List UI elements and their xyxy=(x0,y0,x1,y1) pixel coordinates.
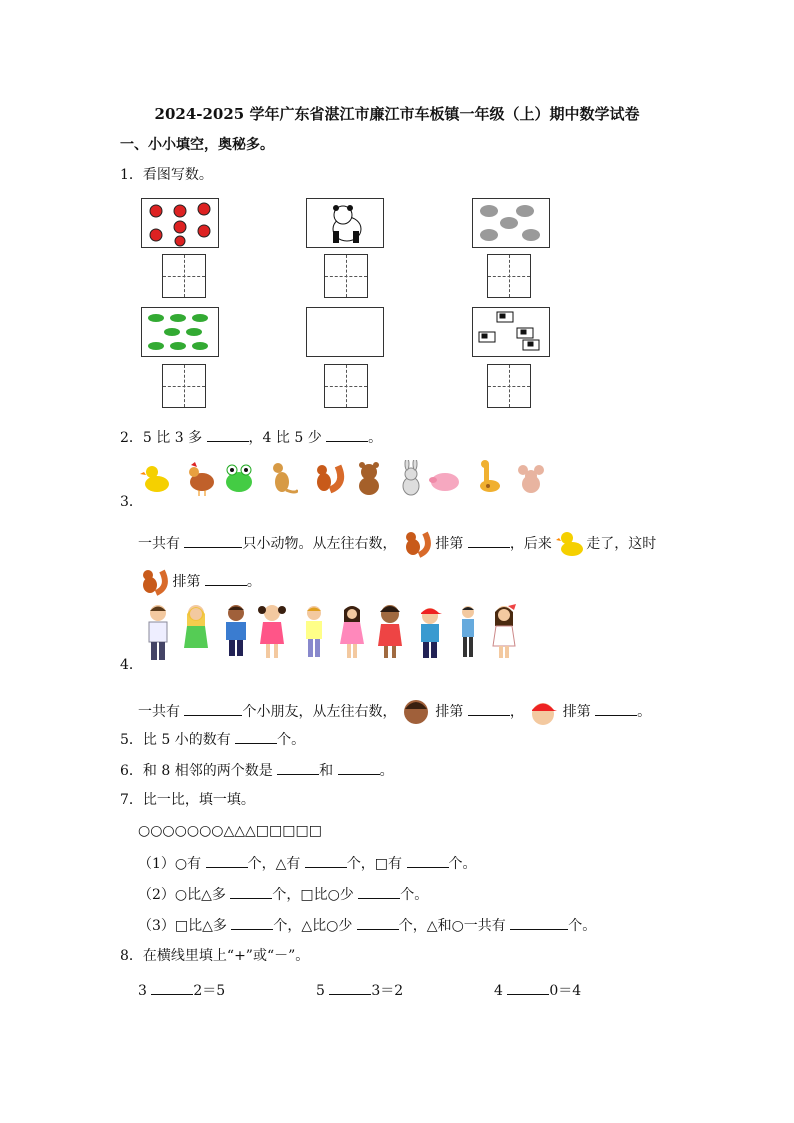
question-4-line: 一共有 个小朋友，从左往右数， 排第 ， 排第 。 xyxy=(138,696,651,728)
answer-blank[interactable] xyxy=(595,701,637,716)
answer-box[interactable] xyxy=(324,254,368,298)
question-3-number: 3． xyxy=(120,494,143,510)
boy-icon xyxy=(144,604,172,662)
cow-picture-box xyxy=(472,307,550,357)
section-heading: 一、小小填空，奥秘多。 xyxy=(120,137,274,153)
question-7-part-3: （3）□比△多 个，△比○少 个，△和○一共有 个。 xyxy=(138,915,596,935)
answer-blank[interactable] xyxy=(231,915,273,930)
rooster-icon xyxy=(184,460,218,496)
giraffe-icon xyxy=(472,460,506,496)
operator-blank[interactable] xyxy=(329,980,371,995)
answer-blank[interactable] xyxy=(206,853,248,868)
kangaroo-icon xyxy=(264,460,298,496)
cow-icon xyxy=(473,308,549,356)
squirrel-icon xyxy=(401,529,431,559)
panda-picture-box xyxy=(306,198,384,248)
girl-icon xyxy=(182,604,210,662)
empty-picture-box xyxy=(306,307,384,357)
answer-blank[interactable] xyxy=(468,533,510,548)
answer-blank[interactable] xyxy=(184,533,242,548)
boy-face-icon xyxy=(401,697,431,727)
ladybug-picture-box xyxy=(141,198,219,248)
answer-blank[interactable] xyxy=(510,915,568,930)
boy-with-cap-face-icon xyxy=(528,697,558,727)
answer-blank[interactable] xyxy=(357,915,399,930)
answer-box[interactable] xyxy=(162,364,206,408)
answer-blank[interactable] xyxy=(207,427,249,442)
frog-icon xyxy=(222,460,256,496)
answer-blank[interactable] xyxy=(358,884,400,899)
shape-sequence: ○○○○○○○△△△□□□□□ xyxy=(138,823,322,839)
answer-blank[interactable] xyxy=(184,701,242,716)
duck-icon xyxy=(556,529,586,559)
squirrel-icon xyxy=(312,460,346,496)
operator-blank[interactable] xyxy=(151,980,193,995)
panda-icon xyxy=(307,199,383,247)
question-8-label: 8．在横线里填上“+”或“－”。 xyxy=(120,948,310,964)
boy-icon xyxy=(222,604,250,662)
rabbit-icon xyxy=(394,460,428,496)
question-7-label: 7．比一比，填一填。 xyxy=(120,792,255,808)
question-5: 5．比 5 小的数有 个。 xyxy=(120,729,305,749)
equation-3: 4 0＝4 xyxy=(494,980,581,1000)
girl-icon xyxy=(338,604,366,662)
ladybug-icon xyxy=(142,199,218,247)
question-7-part-2: （2）○比△多 个，□比○少 个。 xyxy=(138,884,428,904)
bear-icon xyxy=(352,460,386,496)
pig-icon xyxy=(428,460,462,496)
answer-blank[interactable] xyxy=(326,427,368,442)
question-3-line-2: 排第 。 xyxy=(138,566,261,598)
girl-icon xyxy=(490,604,518,662)
answer-blank[interactable] xyxy=(277,760,319,775)
equation-1: 3 2＝5 xyxy=(138,980,225,1000)
question-7-part-1: （1）○有 个，△有 个，□有 个。 xyxy=(138,853,477,873)
answer-box[interactable] xyxy=(162,254,206,298)
question-3-line-1: 一共有 只小动物。从左往右数， 排第 ，后来 走了，这时 xyxy=(138,528,656,560)
boy-icon xyxy=(300,604,328,662)
answer-blank[interactable] xyxy=(235,729,277,744)
answer-box[interactable] xyxy=(487,254,531,298)
elephant-picture-box xyxy=(472,198,550,248)
question-2: 2．5 比 3 多 ，4 比 5 少 。 xyxy=(120,427,382,447)
answer-blank[interactable] xyxy=(407,853,449,868)
page-title: 2024-2025 学年广东省湛江市廉江市车板镇一年级（上）期中数学试卷 xyxy=(154,105,640,123)
operator-blank[interactable] xyxy=(507,980,549,995)
mouse-icon xyxy=(514,460,548,496)
answer-box[interactable] xyxy=(324,364,368,408)
equation-2: 5 3＝2 xyxy=(316,980,403,1000)
answer-box[interactable] xyxy=(487,364,531,408)
answer-blank[interactable] xyxy=(305,853,347,868)
girl-icon xyxy=(258,604,286,662)
answer-blank[interactable] xyxy=(468,701,510,716)
duck-icon xyxy=(140,460,174,496)
elephant-icon xyxy=(473,199,549,247)
question-6: 6．和 8 相邻的两个数是 和 。 xyxy=(120,760,394,780)
caterpillar-picture-box xyxy=(141,307,219,357)
boy-with-cap-icon xyxy=(416,604,444,662)
girl-icon xyxy=(376,604,404,662)
answer-blank[interactable] xyxy=(230,884,272,899)
boy-icon xyxy=(454,604,482,662)
answer-blank[interactable] xyxy=(205,571,247,586)
question-4-number: 4． xyxy=(120,657,143,673)
caterpillar-icon xyxy=(142,308,218,356)
question-1-label: 1．看图写数。 xyxy=(120,167,213,183)
answer-blank[interactable] xyxy=(338,760,380,775)
squirrel-icon xyxy=(138,567,168,597)
